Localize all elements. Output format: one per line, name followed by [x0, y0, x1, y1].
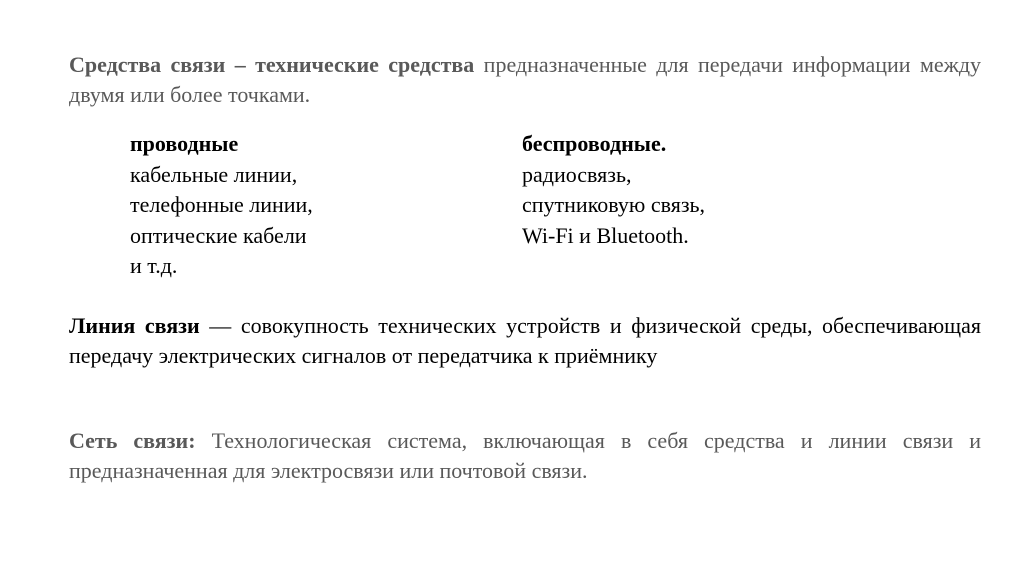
definition-line-term: Линия связи — [69, 313, 200, 338]
wireless-item: радиосвязь, — [522, 161, 632, 187]
definition-means-paragraph — [69, 50, 981, 110]
wireless-item: спутниковую связь, — [522, 192, 706, 217]
wired-column — [130, 129, 490, 282]
wireless-column — [522, 129, 942, 251]
wired-item: кабельные линии, — [130, 161, 298, 187]
definition-network-paragraph — [69, 426, 981, 486]
definition-line-paragraph — [69, 311, 981, 371]
definition-line-text: — совокупность технических устройств и физической среды, обеспечивающая передачу электрических сигналов от передатчика к приёмнику — [69, 313, 981, 368]
wired-title: проводные — [130, 131, 239, 156]
definition-means-dash: – — [225, 52, 256, 77]
definition-network-text: Технологическая система, включающая в себя средства и линии связи и предназначенная для электросвязи или почтовой связи. — [69, 428, 981, 483]
wired-item: оптические кабели — [130, 222, 307, 248]
definition-means-term2: технические средства — [255, 52, 475, 77]
wireless-title: беспроводные. — [522, 131, 667, 156]
definition-network-term: Сеть связи: — [69, 428, 196, 453]
definition-means-text: предназначенные для передачи информации между двумя или более точками. — [69, 52, 982, 107]
wireless-item: Wi-Fi и Bluetooth. — [522, 222, 689, 248]
wired-item: телефонные линии, — [130, 192, 313, 217]
wired-item: и т.д. — [130, 253, 178, 278]
definition-means-term: Средства связи — [69, 52, 226, 77]
